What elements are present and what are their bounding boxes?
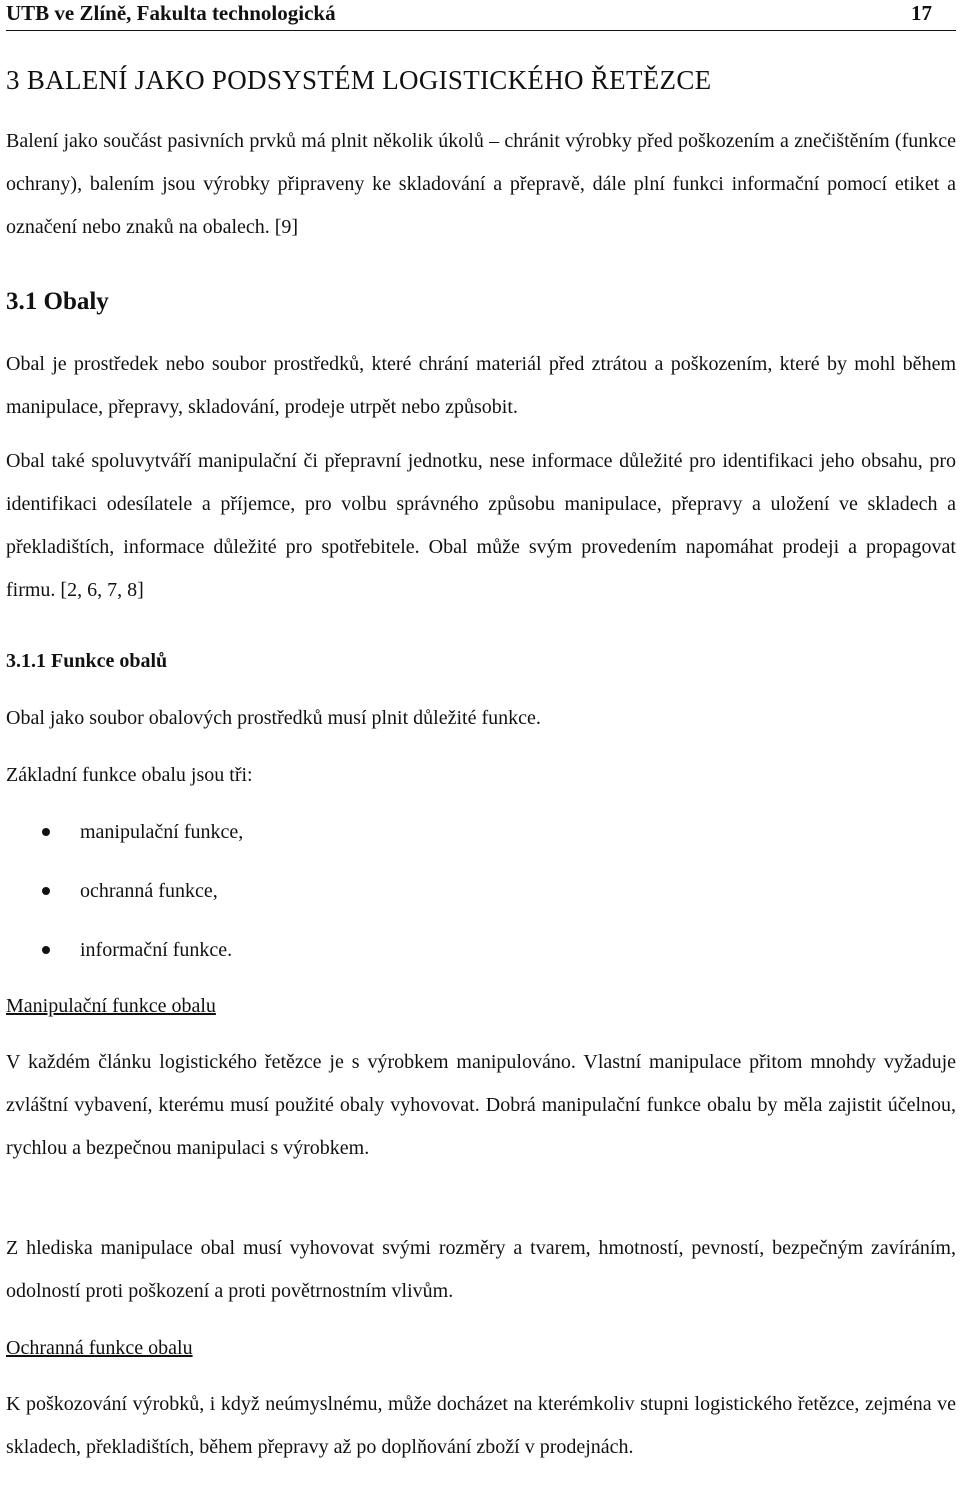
manipulation-paragraph-1: V každém článku logistického řetězce je s výrobkem manipulováno. Vlastní manipulace přitom mnohdy vyžaduje zvláštní vybavení, kterému musí použité obaly vyhovovat. Dobrá manipulační funkce obalu by měla zajistit účelnou, rychlou a bezpečnou manipulaci s výrobkem. <box>6 1051 956 1159</box>
bullet-icon <box>42 946 50 954</box>
intro-paragraph: Balení jako součást pasivních prvků má plnit několik úkolů – chránit výrobky před poškozením a znečištěním (funkce ochrany), balením jsou výrobky připraveny ke skladování a přepravě, dále plní funkci informační pomocí etiket a označení nebo znaků na obalech. [9] <box>6 130 956 238</box>
list-item <box>6 872 243 931</box>
manipulation-paragraph-2: Z hlediska manipulace obal musí vyhovovat svými rozměry a tvarem, hmotností, pevností, bezpečným zavíráním, odolností proti poškození a proti povětrnostním vlivům. <box>6 1237 956 1302</box>
header-title: UTB ve Zlíně, Fakulta technologická <box>6 1 336 25</box>
page-number: 17 <box>911 1 932 25</box>
bullet-icon <box>42 887 50 895</box>
running-header <box>6 0 956 31</box>
section-3-1-paragraph-2: Obal také spoluvytváří manipulační či přepravní jednotku, nese informace důležité pro identifikaci jeho obsahu, pro identifikaci odesílatele a příjemce, pro volbu správného způsobu manipulace, přepravy a uložení ve skladech a překladištích, informace důležité pro spotřebitele. Obal může svým provedením napomáhat prodeji a propagovat firmu. [2, 6, 7, 8] <box>6 450 956 601</box>
list-item <box>6 813 243 872</box>
functions-list <box>6 813 243 990</box>
list-item-label: manipulační funkce, <box>80 821 244 843</box>
document-page <box>6 0 956 1505</box>
manipulation-function-heading: Manipulační funkce obalu <box>6 995 216 1017</box>
functions-intro-line: Obal jako soubor obalových prostředků musí plnit důležité funkce. <box>6 707 541 729</box>
section-title-3-1: 3.1 Obaly <box>6 288 109 315</box>
subsection-title-3-1-1: 3.1.1 Funkce obalů <box>6 650 168 672</box>
section-3-1-paragraph-1: Obal je prostředek nebo soubor prostředků, které chrání materiál před ztrátou a poškozením, které by mohl během manipulace, přepravy, skladování, prodeje utrpět nebo způsobit. <box>6 353 956 418</box>
protection-function-heading: Ochranná funkce obalu <box>6 1337 193 1359</box>
list-item-label: informační funkce. <box>80 939 233 961</box>
list-item <box>6 931 243 990</box>
chapter-title: 3 BALENÍ JAKO PODSYSTÉM LOGISTICKÉHO ŘETĚZCE <box>6 65 712 95</box>
bullet-icon <box>42 828 50 836</box>
list-item-label: ochranná funkce, <box>80 880 218 902</box>
functions-count-line: Základní funkce obalu jsou tři: <box>6 764 253 786</box>
protection-paragraph-1: K poškozování výrobků, i když neúmyslnému, může docházet na kterémkoliv stupni logistického řetězce, zejména ve skladech, překladištích, během přepravy až po doplňování zboží v prodejnách. <box>6 1393 956 1458</box>
